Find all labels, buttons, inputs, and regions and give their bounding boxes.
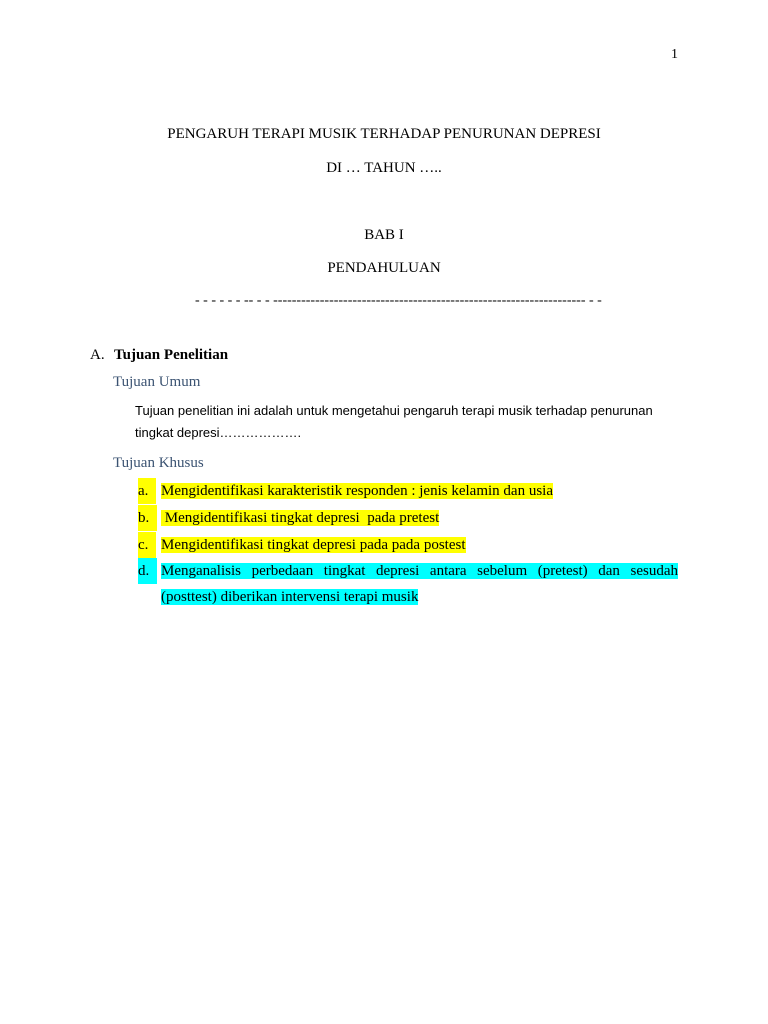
document-title-line-1: PENGARUH TERAPI MUSIK TERHADAP PENURUNAN DEPRESI [167, 126, 601, 142]
section-heading [90, 347, 228, 364]
list-item-text: Mengidentifikasi tingkat depresi pada pada postest [161, 537, 466, 553]
subheading-tujuan-umum: Tujuan Umum [113, 374, 201, 390]
page-number: 1 [671, 47, 678, 62]
list-item-text: Mengidentifikasi karakteristik responden : jenis kelamin dan usia [161, 483, 553, 499]
list-marker: a. [138, 478, 156, 504]
document-title-line-2: DI … TAHUN ….. [326, 160, 442, 176]
section-title: Tujuan Penelitian [114, 347, 229, 363]
separator-line: - - - - - - -- - - ------------------------------------------------------------------- - - [195, 293, 602, 308]
list-item [138, 532, 678, 558]
chapter-title: PENDAHULUAN [327, 260, 441, 276]
list-item [138, 478, 678, 504]
list-item [138, 505, 678, 531]
chapter-number: BAB I [364, 227, 404, 243]
list-marker: d. [138, 558, 157, 584]
list-item-text: Mengidentifikasi tingkat depresi pada pretest [161, 510, 440, 526]
list-item [138, 558, 678, 610]
list-item-text: Menganalisis perbedaan tingkat depresi antara sebelum (pretest) dan sesudah (posttest) diberikan intervensi terapi musik [161, 563, 678, 605]
list-marker: c. [138, 532, 156, 558]
tujuan-umum-paragraph: Tujuan penelitian ini adalah untuk mengetahui pengaruh terapi musik terhadap penurunan tingkat depresi………………. [135, 403, 653, 440]
list-marker: b. [138, 505, 157, 531]
section-label: A. [90, 347, 105, 363]
subheading-tujuan-khusus: Tujuan Khusus [113, 455, 204, 471]
